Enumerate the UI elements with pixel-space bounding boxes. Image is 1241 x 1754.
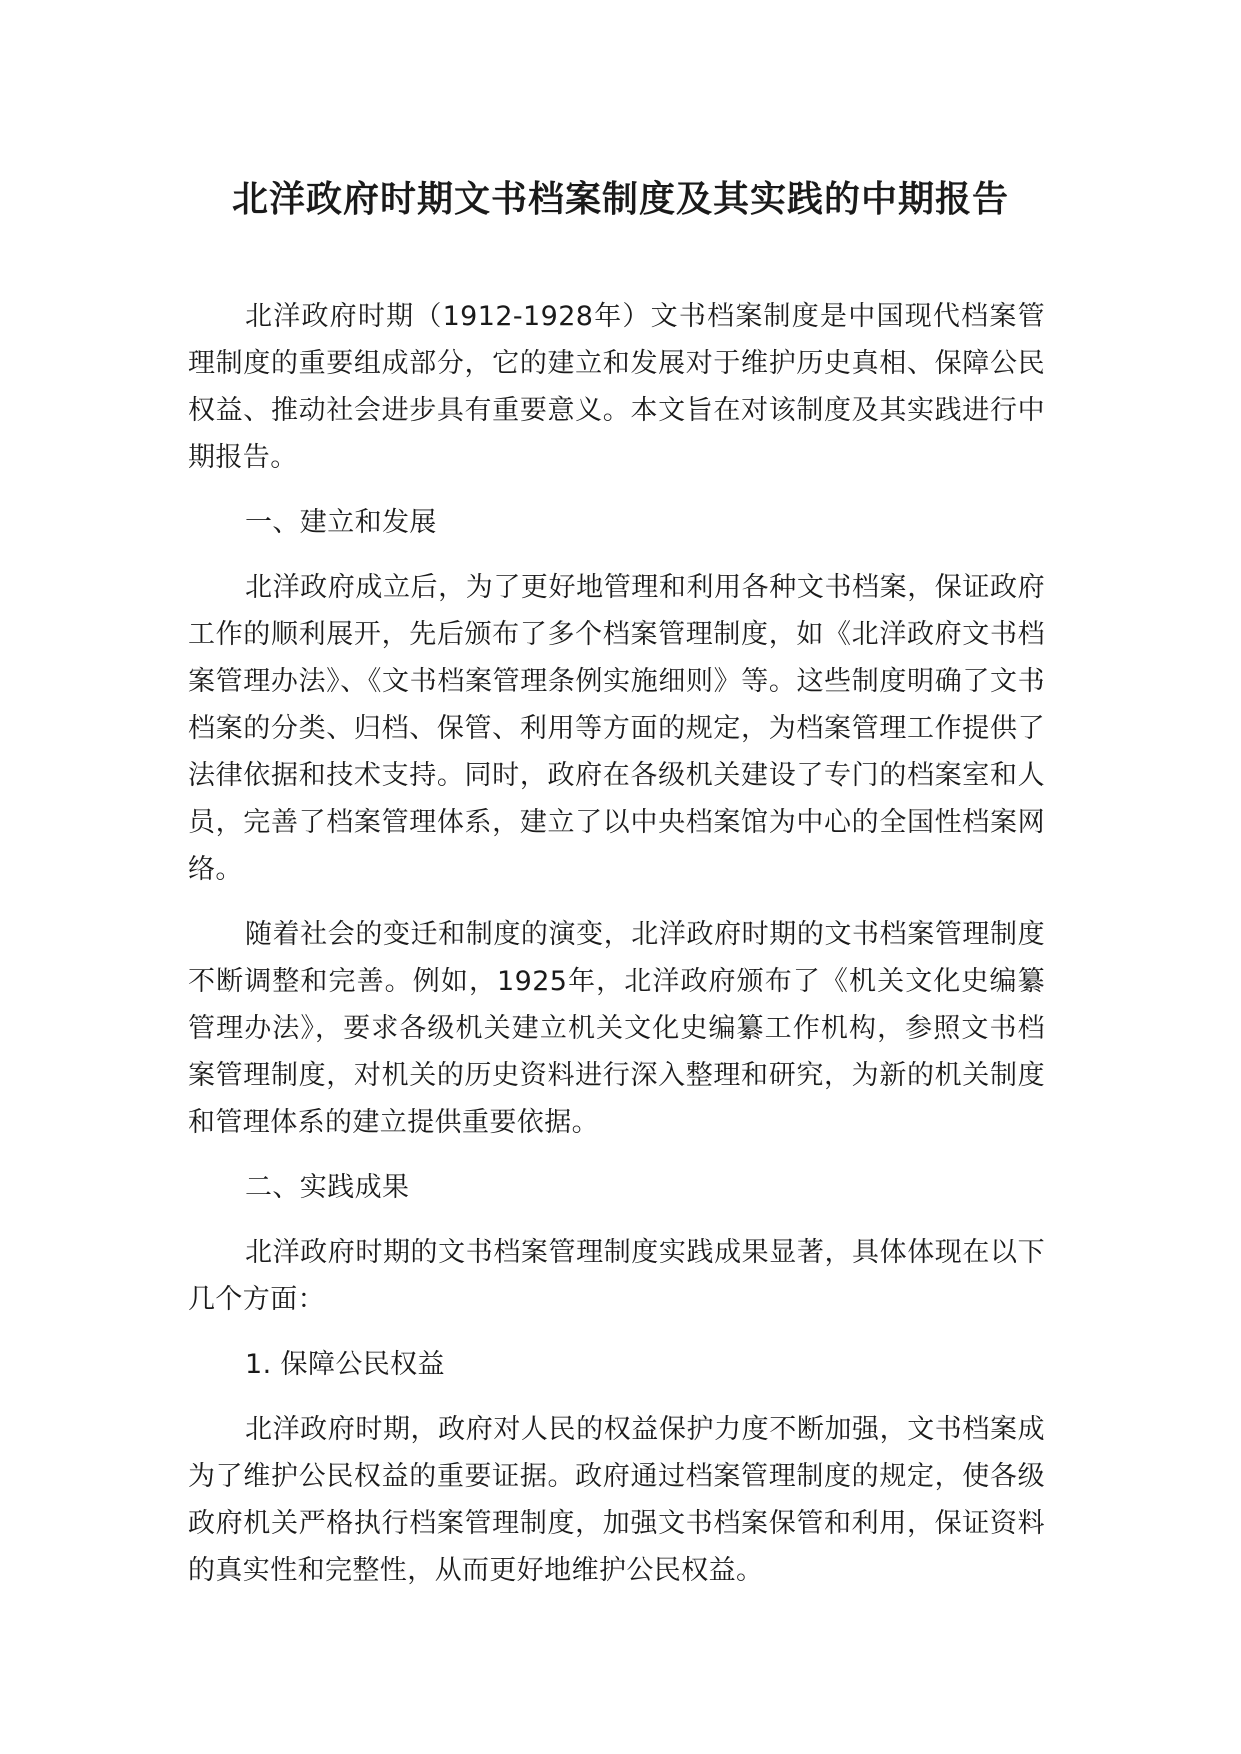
paragraph-achievements-intro: 北洋政府时期的文书档案管理制度实践成果显著，具体体现在以下几个方面： [188,1237,1045,1315]
document-title: 北洋政府时期文书档案制度及其实践的中期报告 [231,179,1009,220]
subheading-citizen-rights: 1. 保障公民权益 [245,1349,445,1380]
paragraph-establishment-2: 随着社会的变迁和制度的演变，北洋政府时期的文书档案管理制度不断调整和完善。例如，1925年，北洋政府颁布了《机关文化史编纂管理办法》，要求各级机关建立机关文化史编纂工作机构，参照文书档案管理制度，对机关的历史资料进行深入整理和研究，为新的机关制度和管理体系的建立提供重要依据。 [188,919,1045,1138]
paragraph-citizen-rights: 北洋政府时期，政府对人民的权益保护力度不断加强，文书档案成为了维护公民权益的重要证据。政府通过档案管理制度的规定，使各级政府机关严格执行档案管理制度，加强文书档案保管和利用，保证资料的真实性和完整性，从而更好地维护公民权益。 [188,1414,1045,1586]
document-body [188,293,1045,1612]
section-heading-achievements: 二、实践成果 [245,1172,410,1203]
intro-paragraph: 北洋政府时期（1912-1928年）文书档案制度是中国现代档案管理制度的重要组成部分，它的建立和发展对于维护历史真相、保障公民权益、推动社会进步具有重要意义。本文旨在对该制度及其实践进行中期报告。 [188,301,1045,473]
section-heading-establishment: 一、建立和发展 [245,507,437,538]
paragraph-establishment-1: 北洋政府成立后，为了更好地管理和利用各种文书档案，保证政府工作的顺利展开，先后颁布了多个档案管理制度，如《北洋政府文书档案管理办法》、《文书档案管理条例实施细则》等。这些制度明确了文书档案的分类、归档、保管、利用等方面的规定，为档案管理工作提供了法律依据和技术支持。同时，政府在各级机关建设了专门的档案室和人员，完善了档案管理体系，建立了以中央档案馆为中心的全国性档案网络。 [188,572,1045,885]
